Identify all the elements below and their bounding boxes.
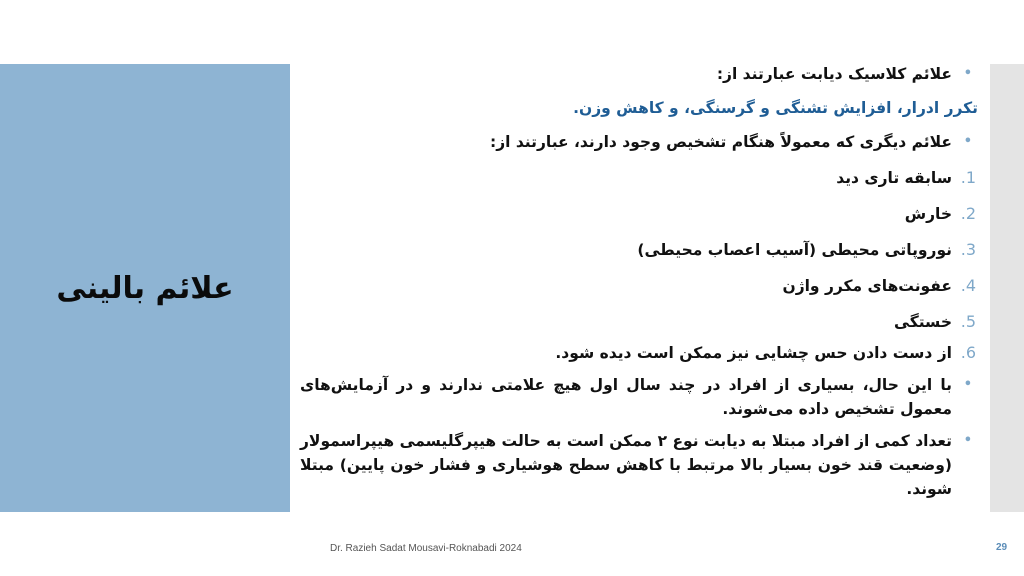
bullet-item [300,429,978,501]
bullet-text: علائم کلاسیک دیابت عبارتند از: [716,65,952,83]
slide-content [300,62,978,501]
item-number: 4. [960,276,976,295]
item-number: 6. [960,343,976,362]
item-number: 3. [960,240,976,259]
page-number: 29 [996,542,1008,553]
title-panel [0,64,290,512]
item-number: 1. [960,168,976,187]
bullet-item [300,373,978,421]
numbered-item [300,310,978,334]
item-text: نوروپاتی محیطی (آسیب اعصاب محیطی) [637,241,952,259]
item-text: خستگی [894,313,952,331]
bullet-item [300,130,978,154]
numbered-item [300,341,978,365]
item-text: از دست دادن حس چشایی نیز ممکن است دیده شود. [555,344,952,362]
bullet-text: علائم دیگری که معمولاً هنگام تشخیص وجود دارند، عبارتند از: [490,133,952,151]
bullet-text: تعداد کمی از افراد مبتلا به دیابت نوع ۲ ممکن است به حالت هیپرگلیسمی هیپراسمولار (وضعیت قند خون بسیار بالا مرتبط با کاهش سطح هوشیاری و فشار خون پایین) مبتلا شوند. [300,432,952,498]
item-text: عفونت‌های مکرر واژن [782,277,952,295]
numbered-item [300,274,978,298]
numbered-item [300,202,978,226]
numbered-item [300,166,978,190]
bullet-text: با این حال، بسیاری از افراد در چند سال اول هیچ علامتی ندارند و در آزمایش‌های معمول تشخیص داده می‌شوند. [300,376,952,418]
slide-title: علائم بالینی [56,270,234,306]
bullet-item [300,62,978,86]
item-number: 2. [960,204,976,223]
footer-author: Dr. Razieh Sadat Mousavi-Roknabadi 2024 [330,543,522,554]
item-number: 5. [960,312,976,331]
highlight-line [300,96,978,120]
item-text: خارش [904,205,952,223]
side-strip [990,64,1024,512]
numbered-item [300,238,978,262]
item-text: سابقه تاری دید [836,169,952,187]
highlight-text: تکرر ادرار، افزایش تشنگی و گرسنگی، و کاهش وزن. [573,99,978,117]
